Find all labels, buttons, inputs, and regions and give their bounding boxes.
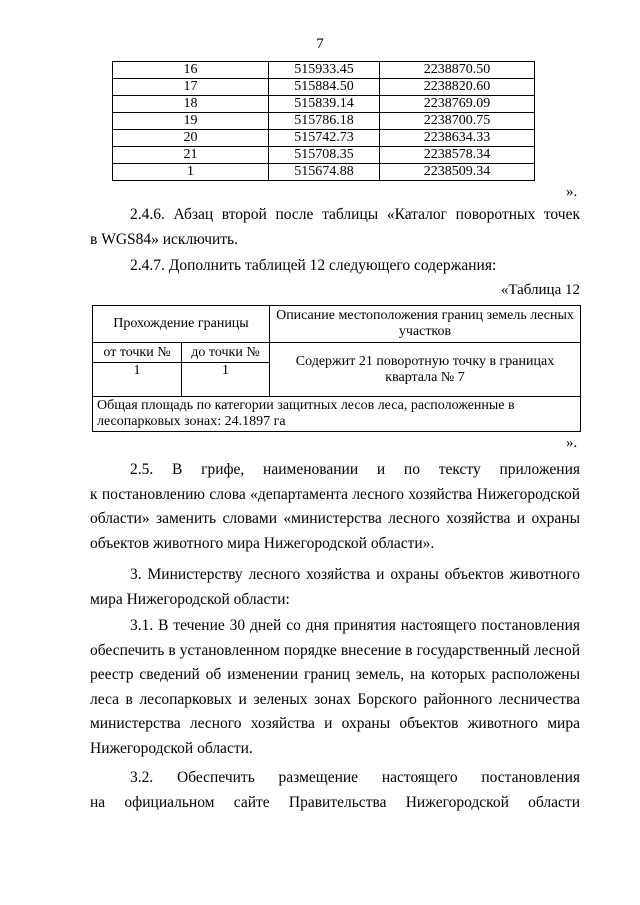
closing-quote: ».: [566, 184, 578, 200]
y-coordinate-cell: 2238769.09: [380, 96, 535, 113]
x-coordinate-cell: 515786.18: [269, 113, 380, 130]
paragraph-line: объектов животного мира Нижегородской области».: [90, 534, 435, 552]
paragraph-line: обеспечить в установленном порядке внесение в государственный лесной: [90, 641, 580, 659]
paragraph-line: 3. Министерству лесного хозяйства и охраны объектов животного: [130, 566, 580, 583]
header-to: до точки №: [182, 343, 270, 363]
paragraph-line: реестр сведений об изменении границ земель, на которых расположены: [90, 666, 580, 684]
y-coordinate-cell: 2238509.34: [380, 164, 535, 181]
table-row: [113, 96, 535, 113]
paragraph-line: министерства лесного хозяйства и охраны объектов животного мира: [90, 715, 580, 733]
coordinates-table: [112, 61, 535, 181]
header-description: Описание местоположения границ земель лесных участков: [270, 306, 581, 343]
paragraph-line: Нижегородской области.: [90, 739, 253, 757]
header-passage: Прохождение границы: [93, 306, 270, 343]
paragraph-3-1: [90, 614, 580, 762]
paragraph-line: 2.4.6. Абзац второй после таблицы «Каталог поворотных точек: [130, 206, 580, 223]
table-row: [113, 62, 535, 79]
paragraph-2-4-7: [90, 254, 580, 279]
table-row: [113, 79, 535, 96]
header-from: от точки №: [93, 343, 182, 363]
row-to: 1: [182, 363, 270, 397]
point-number-cell: 20: [113, 130, 269, 147]
y-coordinate-cell: 2238578.34: [380, 147, 535, 164]
x-coordinate-cell: 515839.14: [269, 96, 380, 113]
table-12-caption: «Таблица 12: [500, 282, 580, 298]
x-coordinate-cell: 515708.35: [269, 147, 380, 164]
page-number: 7: [316, 36, 324, 52]
y-coordinate-cell: 2238820.60: [380, 79, 535, 96]
point-number-cell: 1: [113, 164, 269, 181]
y-coordinate-cell: 2238700.75: [380, 113, 535, 130]
table-row: [113, 113, 535, 130]
paragraph-line: леса в лесопарковых и зеленых зонах Борского районного лесничества: [90, 690, 580, 708]
table-row: [113, 147, 535, 164]
table-row: [113, 164, 535, 181]
closing-quote: ».: [566, 435, 578, 451]
x-coordinate-cell: 515933.45: [269, 62, 380, 79]
paragraph-3: [90, 563, 580, 612]
point-number-cell: 16: [113, 62, 269, 79]
point-number-cell: 17: [113, 79, 269, 96]
paragraph-line: на официальном сайте Правительства Нижегородской области: [90, 793, 580, 811]
paragraph-line: 3.2. Обеспечить размещение настоящего постановления: [130, 769, 580, 786]
point-number-cell: 18: [113, 96, 269, 113]
paragraph-line: 2.4.7. Дополнить таблицей 12 следующего содержания:: [130, 257, 497, 274]
point-number-cell: 21: [113, 147, 269, 164]
x-coordinate-cell: 515674.88: [269, 164, 380, 181]
paragraph-line: мира Нижегородской области:: [90, 590, 290, 608]
point-number-cell: 19: [113, 113, 269, 130]
x-coordinate-cell: 515742.73: [269, 130, 380, 147]
paragraph-2-5: [90, 458, 580, 556]
paragraph-line: области» заменить словами «министерства лесного хозяйства и охраны: [90, 510, 580, 528]
paragraph-line: в WGS84» исключить.: [90, 230, 238, 248]
paragraph-2-4-6: [90, 203, 580, 252]
paragraph-3-2: [90, 766, 580, 815]
x-coordinate-cell: 515884.50: [269, 79, 380, 96]
y-coordinate-cell: 2238634.33: [380, 130, 535, 147]
row-from: 1: [93, 363, 182, 397]
paragraph-line: 3.1. В течение 30 дней со дня принятия настоящего постановления: [130, 617, 580, 634]
total-area: Общая площадь по категории защитных лесов леса, расположенные в лесопарковых зонах: 24.1897 га: [93, 397, 581, 432]
paragraph-line: к постановлению слова «департамента лесного хозяйства Нижегородской: [90, 485, 580, 503]
y-coordinate-cell: 2238870.50: [380, 62, 535, 79]
table-12: [92, 305, 581, 432]
paragraph-line: 2.5. В грифе, наименовании и по тексту приложения: [130, 461, 580, 478]
table-row: [113, 130, 535, 147]
row-description: Содержит 21 поворотную точку в границах квартала № 7: [270, 343, 581, 397]
